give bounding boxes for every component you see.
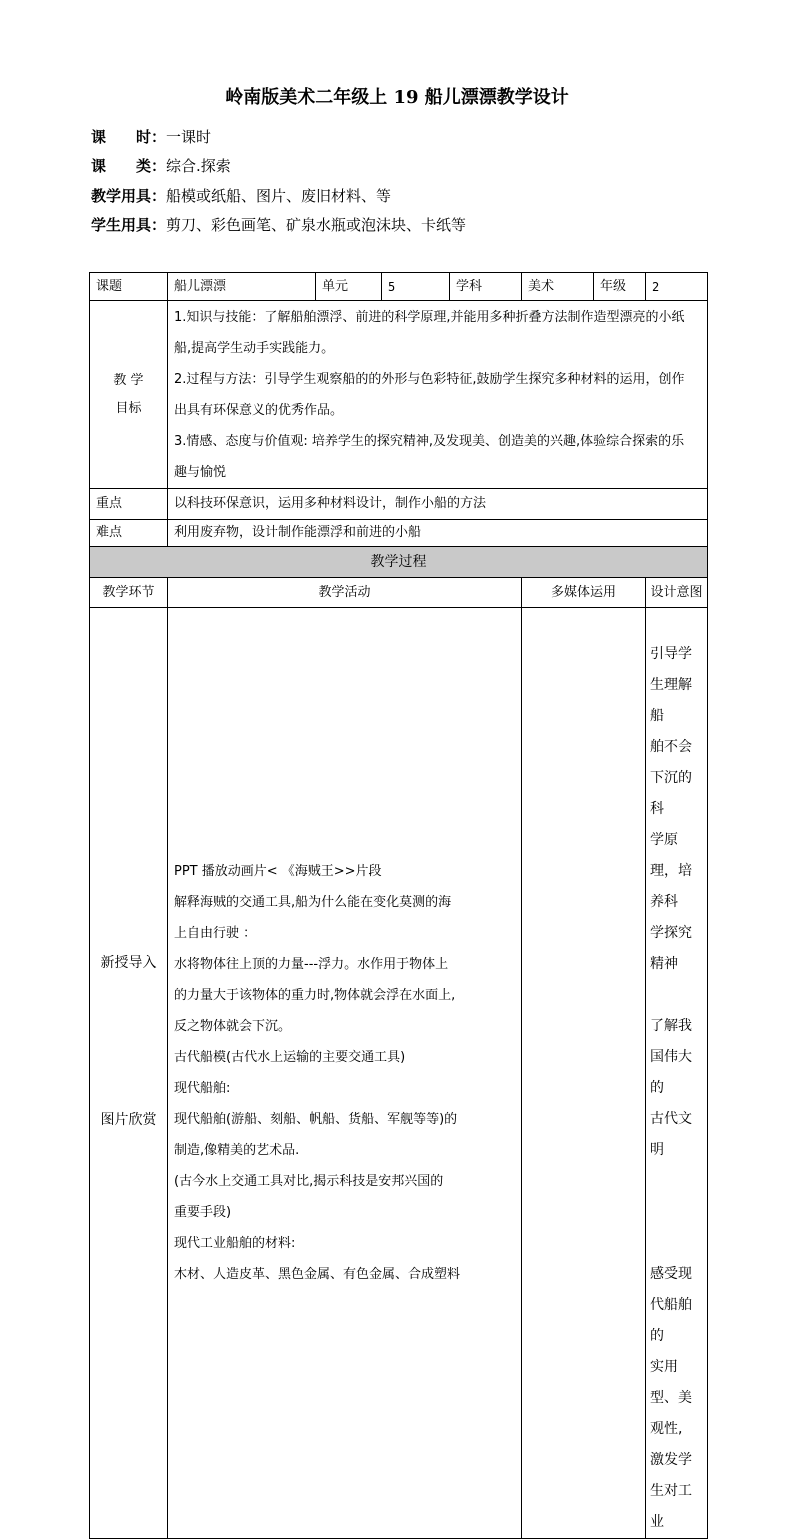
header-row <box>90 273 708 301</box>
activity-line: 古代船模(古代水上运输的主要交通工具) <box>174 1050 406 1065</box>
intent-line <box>650 1228 705 1259</box>
activity-line: 的力量大于该物体的重力时,物体就会浮在水面上, <box>174 988 456 1003</box>
meta-label: 课 类： <box>91 157 167 175</box>
objectives-label <box>90 301 168 489</box>
meta-label: 课 时： <box>91 128 167 146</box>
subject-label: 学科 <box>450 273 522 301</box>
col-stage: 教学环节 <box>90 578 168 608</box>
grade-value: 2 <box>646 273 708 301</box>
activity-line: 解释海贼的交通工具,船为什么能在变化莫测的海 <box>174 895 452 910</box>
intent-line: 古代文明 <box>650 1111 692 1158</box>
key-label: 重点 <box>90 489 168 520</box>
meta-teaching-tools <box>91 186 391 206</box>
activity-line: PPT 播放动画片< 《海贼王>>片段 <box>174 864 382 879</box>
meta-label: 教学用具： <box>91 187 167 205</box>
process-title: 教学过程 <box>90 547 708 578</box>
objective-line: 船,提高学生动手实践能力。 <box>174 340 335 356</box>
meta-value: 船模或纸船、图片、废旧材料、等 <box>166 187 392 205</box>
intent-line <box>650 608 705 639</box>
meta-class-hours <box>91 127 211 147</box>
col-intent: 设计意图 <box>646 578 708 608</box>
objective-line: 2.过程与方法：引导学生观察船的的外形与色彩特征,鼓励学生探究多种材料的运用，创作 <box>174 371 685 387</box>
intent-line: 激发学生对工业 <box>650 1452 692 1530</box>
lesson-plan-table <box>89 272 708 1539</box>
meta-student-tools <box>91 215 466 235</box>
intent-line <box>650 1166 705 1197</box>
topic-label: 课题 <box>90 273 168 301</box>
activity-line: 上自由行驶 ： <box>174 926 257 941</box>
objective-line: 出具有环保意义的优秀作品。 <box>174 402 344 418</box>
activity-line: 水将物体往上顶的力量---浮力。水作用于物体上 <box>174 957 449 972</box>
document-title: 岭南版美术二年级上 19 船儿漂漂教学设计 <box>225 87 569 108</box>
intent-line <box>650 980 705 1011</box>
meta-value: 剪刀、彩色画笔、矿泉水瓶或泡沫块、卡纸等 <box>166 216 467 234</box>
activity-line: 制造,像精美的艺术品. <box>174 1143 300 1158</box>
intent-line: 了解我国伟大的 <box>650 1018 692 1096</box>
objectives-row <box>90 301 708 489</box>
stage-cell <box>90 608 168 1539</box>
difficulty-text: 利用废弃物，设计制作能漂浮和前进的小船 <box>168 520 708 547</box>
stage-intro: 新授导入 <box>100 954 157 971</box>
media-cell <box>522 608 646 1539</box>
difficulty-label: 难点 <box>90 520 168 547</box>
activity-line: 木材、人造皮革、黑色金属、有色金属、合成塑料 <box>174 1267 461 1282</box>
objective-line: 3.情感、态度与价值观: 培养学生的探究精神,及发现美、创造美的兴趣,体验综合探索的乐 <box>174 433 685 449</box>
intent-line: 感受现代船舶的 <box>650 1266 692 1344</box>
meta-value: 综合.探索 <box>166 157 231 175</box>
intent-cell <box>646 608 708 1539</box>
meta-label: 学生用具： <box>91 216 167 234</box>
intent-line: 舶不会下沉的科 <box>650 739 692 817</box>
objectives-label-line: 目标 <box>115 400 142 416</box>
col-activity: 教学活动 <box>168 578 522 608</box>
activity-cell <box>168 608 522 1539</box>
subject-value: 美术 <box>522 273 594 301</box>
stage-appreciation: 图片欣赏 <box>100 1111 157 1128</box>
activity-line: 现代工业船舶的材料: <box>174 1236 296 1251</box>
intent-line: 学原理，培养科 <box>650 832 692 910</box>
meta-class-type <box>91 156 231 176</box>
activity-line: (古今水上交通工具对比,揭示科技是安邦兴国的 <box>174 1174 444 1189</box>
meta-value: 一课时 <box>166 128 212 146</box>
intent-line: 实用型、美观性, <box>650 1359 692 1437</box>
intent-line: 引导学生理解船 <box>650 646 692 724</box>
objectives-text <box>168 301 708 489</box>
process-columns-row <box>90 578 708 608</box>
objective-line: 趣与愉悦 <box>174 464 227 480</box>
activity-line: 重要手段) <box>174 1205 232 1220</box>
objectives-label-line: 教 学 <box>113 372 144 388</box>
objective-line: 1.知识与技能：了解船舶漂浮、前进的科学原理,并能用多种折叠方法制作造型漂亮的小纸 <box>174 309 685 325</box>
activity-line: 现代船舶: <box>174 1081 231 1096</box>
key-point-row <box>90 489 708 520</box>
unit-value: 5 <box>382 273 450 301</box>
activity-line: 反之物体就会下沉。 <box>174 1019 292 1034</box>
activity-line: 现代船舶(游船、刻船、帆船、货船、军舰等等)的 <box>174 1112 458 1127</box>
intent-line: 学探究精神 <box>650 925 692 972</box>
key-text: 以科技环保意识，运用多种材料设计，制作小船的方法 <box>168 489 708 520</box>
unit-label: 单元 <box>316 273 382 301</box>
grade-label: 年级 <box>594 273 646 301</box>
process-body-row <box>90 608 708 1539</box>
col-media: 多媒体运用 <box>522 578 646 608</box>
topic-value: 船儿漂漂 <box>168 273 316 301</box>
process-title-row <box>90 547 708 578</box>
difficulty-row <box>90 520 708 547</box>
intent-line <box>650 1197 705 1228</box>
